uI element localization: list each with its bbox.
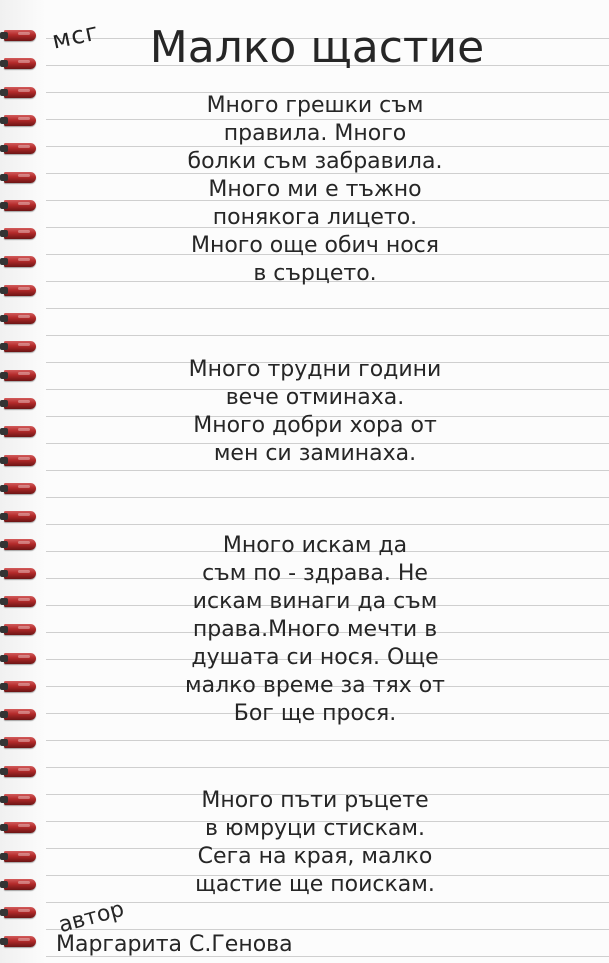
poem-line: болки съм забравила. bbox=[187, 149, 443, 174]
poem-line: вече отминаха. bbox=[225, 385, 405, 410]
poem-line: искам винаги да съм bbox=[192, 589, 438, 614]
spiral-ring bbox=[4, 737, 36, 748]
spiral-ring bbox=[4, 200, 36, 211]
spiral-ring bbox=[4, 285, 36, 296]
spiral-ring bbox=[4, 398, 36, 409]
poem-line: в сърцето. bbox=[253, 261, 377, 286]
poem-line: Много още обич нося bbox=[190, 233, 440, 258]
stanza-2 bbox=[135, 356, 495, 468]
spiral-ring bbox=[4, 709, 36, 720]
spiral-ring bbox=[4, 624, 36, 635]
poem-line: щастие ще поискам. bbox=[195, 872, 435, 897]
poem-line: Много грешки съм bbox=[206, 93, 424, 118]
spiral-ring bbox=[4, 653, 36, 664]
author-label: автор bbox=[55, 896, 127, 939]
poem-line: Много ми е тъжно bbox=[208, 177, 422, 202]
stanza-4 bbox=[135, 787, 495, 899]
poem-line: Много искам да bbox=[222, 533, 408, 558]
spiral-ring bbox=[4, 851, 36, 862]
poem-line: малко време за тях от bbox=[185, 673, 445, 698]
spiral-ring bbox=[4, 341, 36, 352]
corner-signature: мсг bbox=[49, 17, 102, 55]
spiral-ring bbox=[4, 455, 36, 466]
poem-line: душата си нося. Още bbox=[191, 645, 439, 670]
spiral-ring bbox=[4, 228, 36, 239]
spiral-ring bbox=[4, 766, 36, 777]
spiral-ring bbox=[4, 822, 36, 833]
author-name: Маргарита С.Генова bbox=[56, 932, 293, 957]
spiral-ring bbox=[4, 596, 36, 607]
spiral-ring bbox=[4, 539, 36, 550]
spiral-ring bbox=[4, 87, 36, 98]
spiral-ring bbox=[4, 426, 36, 437]
spiral-ring bbox=[4, 936, 36, 947]
poem-line: Много добри хора от bbox=[193, 413, 437, 438]
poem-line: Много трудни години bbox=[188, 357, 442, 382]
spiral-ring bbox=[4, 681, 36, 692]
spiral-ring bbox=[4, 568, 36, 579]
spiral-ring bbox=[4, 879, 36, 890]
poem-line: в юмруци стискам. bbox=[205, 816, 425, 841]
spiral-ring bbox=[4, 313, 36, 324]
poem-line: понякога лицето. bbox=[212, 205, 418, 230]
poem-line: права.Много мечти в bbox=[192, 617, 438, 642]
spiral-ring bbox=[4, 907, 36, 918]
spiral-binding bbox=[0, 0, 46, 963]
poem-line: съм по - здрава. Не bbox=[202, 561, 428, 586]
spiral-ring bbox=[4, 483, 36, 494]
poem-line: Много пъти ръцете bbox=[201, 788, 429, 813]
spiral-ring bbox=[4, 115, 36, 126]
spiral-ring bbox=[4, 172, 36, 183]
stanza-1 bbox=[135, 92, 495, 288]
spiral-ring bbox=[4, 511, 36, 522]
poem-line: мен си заминаха. bbox=[213, 441, 417, 466]
stanza-3 bbox=[135, 532, 495, 728]
poem-line: правила. Много bbox=[223, 121, 407, 146]
poem-line: Бог ще прося. bbox=[233, 701, 397, 726]
spiral-ring bbox=[4, 143, 36, 154]
poem-line: Сега на края, малко bbox=[197, 844, 433, 869]
spiral-ring bbox=[4, 256, 36, 267]
spiral-ring bbox=[4, 794, 36, 805]
poem-title: Малко щастие bbox=[149, 22, 485, 73]
spiral-ring bbox=[4, 370, 36, 381]
